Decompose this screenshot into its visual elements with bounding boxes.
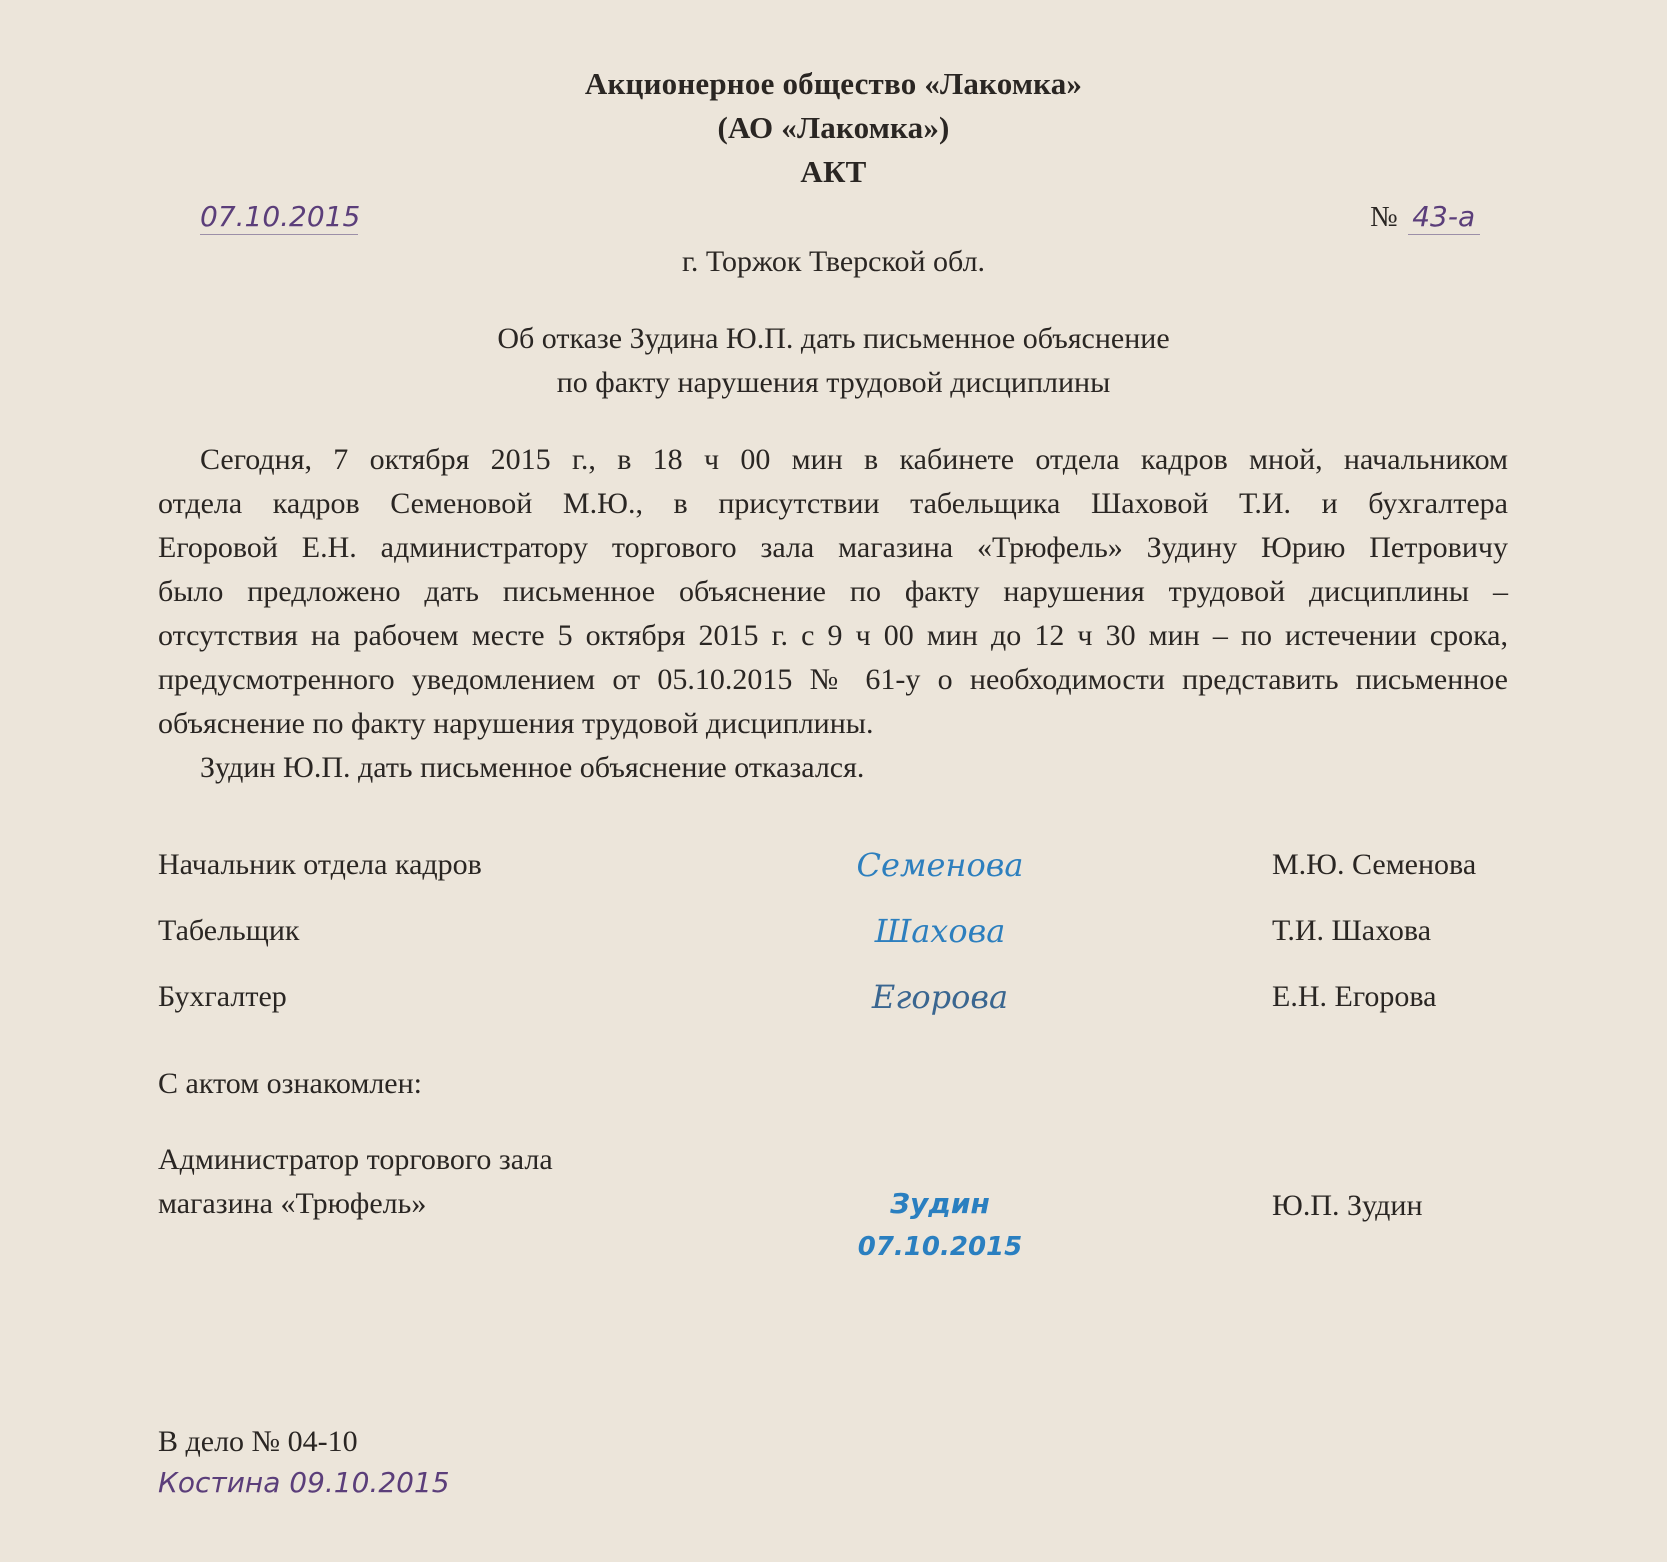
body-line: отдела кадров Семеновой М.Ю., в присутствии табельщика Шаховой Т.И. и бухгалтера <box>158 487 1508 520</box>
refusal-statement: Зудин Ю.П. дать письменное объяснение отказался. <box>200 751 865 784</box>
doc-type-title: АКТ <box>800 154 867 189</box>
acknowledger-position-line-2: магазина «Трюфель» <box>158 1187 427 1220</box>
subject-line-1: Об отказе Зудина Ю.П. дать письменное объяснение <box>497 322 1170 355</box>
number-sign: № <box>1370 201 1398 233</box>
body-line: Егоровой Е.Н. администратору торгового зала магазина «Трюфель» Зудину Юрию Петровичу <box>158 531 1508 564</box>
act-date: 07.10.2015 <box>200 200 361 233</box>
acknowledger-name: Ю.П. Зудин <box>1272 1189 1423 1222</box>
handwritten-signature: Егорова <box>871 978 1009 1016</box>
body-line: объяснение по факту нарушения трудовой дисциплины. <box>158 707 874 740</box>
subject-line-2: по факту нарушения трудовой дисциплины <box>556 366 1111 399</box>
acknowledger-signature: Зудин <box>890 1187 990 1220</box>
handwritten-signature: Шахова <box>874 912 1006 950</box>
signer-name: М.Ю. Семенова <box>1272 848 1477 881</box>
handwritten-signature: Семенова <box>856 846 1024 884</box>
body-line: было предложено дать письменное объяснение по факту нарушения трудовой дисциплины – <box>158 575 1508 608</box>
signer-position: Бухгалтер <box>158 980 287 1013</box>
act-number-value: 43-а <box>1408 200 1480 235</box>
acknowledger-signature-date: 07.10.2015 <box>857 1232 1023 1262</box>
signer-name: Т.И. Шахова <box>1272 914 1432 947</box>
filing-note: Костина 09.10.2015 <box>158 1466 450 1499</box>
act-place: г. Торжок Тверской обл. <box>681 245 986 278</box>
signer-position: Табельщик <box>158 914 300 947</box>
acknowledgement-label: С актом ознакомлен: <box>158 1067 422 1100</box>
org-full-name: Акционерное общество «Лакомка» <box>584 66 1083 101</box>
org-short-name: (АО «Лакомка») <box>717 110 950 145</box>
body-line: отсутствия на рабочем месте 5 октября 2015 г. с 9 ч 00 мин до 12 ч 30 мин – по истечении срока, <box>158 619 1508 652</box>
act-number <box>1370 200 1480 235</box>
file-reference: В дело № 04-10 <box>158 1425 358 1458</box>
signer-position: Начальник отдела кадров <box>158 848 482 881</box>
body-line: Сегодня, 7 октября 2015 г., в 18 ч 00 мин в кабинете отдела кадров мной, начальником <box>200 443 1508 476</box>
acknowledger-position-line-1: Администратор торгового зала <box>158 1143 553 1176</box>
signer-name: Е.Н. Егорова <box>1272 980 1437 1013</box>
body-line: предусмотренного уведомлением от 05.10.2015 № 61-у о необходимости представить письменное <box>158 663 1508 696</box>
